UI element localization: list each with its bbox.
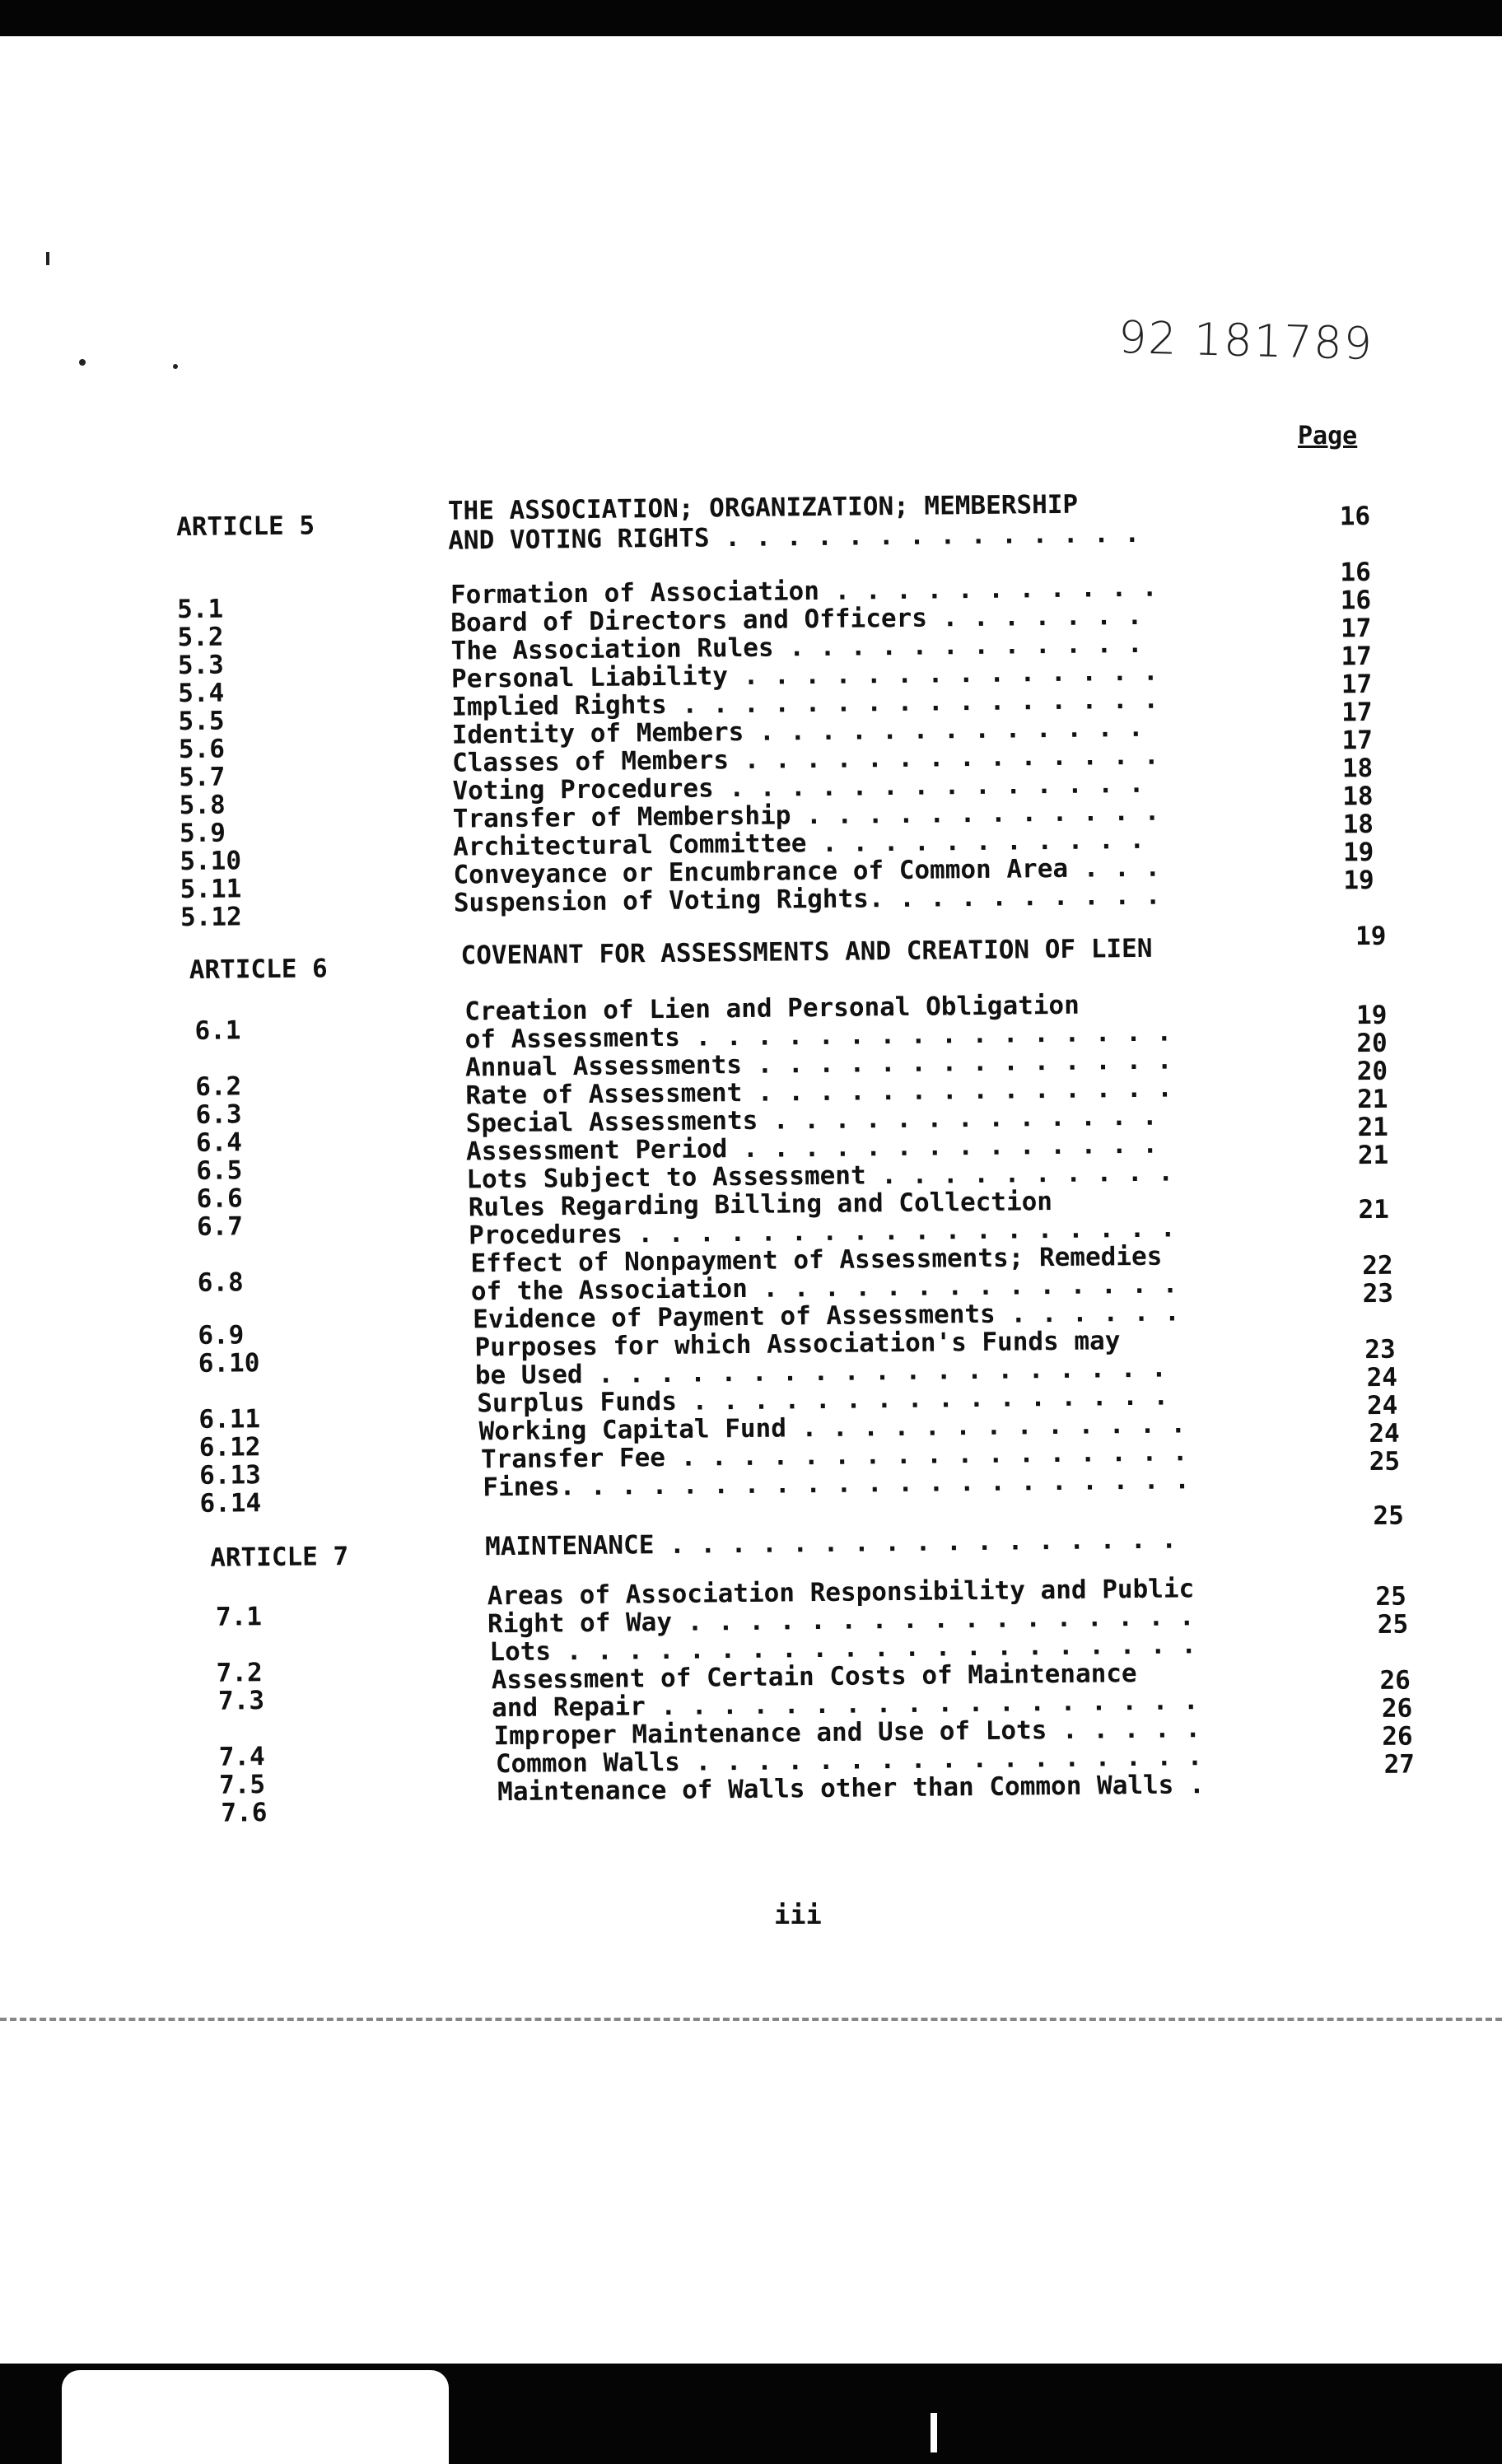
section-number: 6.7 xyxy=(196,1211,244,1242)
section-number: 7.5 xyxy=(218,1770,266,1800)
section-page: 17 xyxy=(1340,613,1372,644)
section-title: Formation of Association . . . . . . . . . . . xyxy=(450,572,1158,610)
section-page: 20 xyxy=(1356,1056,1388,1087)
article-title-line: MAINTENANCE . . . . . . . . . . . . . . . . . xyxy=(484,1524,1178,1562)
section-number: 7.3 xyxy=(217,1686,265,1716)
section-title: Assessment of Certain Costs of Maintenance xyxy=(491,1659,1137,1696)
section-title-continued: Right of Way . . . . . . . . . . . . . . . . . xyxy=(487,1602,1195,1640)
section-page: 21 xyxy=(1357,1140,1389,1171)
section-number: 6.4 xyxy=(195,1127,243,1158)
section-title: Rate of Assessment . . . . . . . . . . . . . . xyxy=(465,1073,1173,1111)
section-number: 6.11 xyxy=(198,1404,261,1435)
section-title: Suspension of Voting Rights. . . . . . . . . . xyxy=(453,880,1161,918)
article-title-line: AND VOTING RIGHTS . . . . . . . . . . . . . . xyxy=(448,518,1140,556)
section-title: Personal Liability . . . . . . . . . . . . . . xyxy=(450,656,1159,694)
section-number: 6.10 xyxy=(198,1348,260,1379)
article-page: 19 xyxy=(1355,921,1387,952)
section-title-continued: Procedures . . . . . . . . . . . . . . . . . . xyxy=(468,1213,1176,1251)
section-title: Transfer of Membership . . . . . . . . . . . . xyxy=(452,796,1160,834)
section-number: 6.1 xyxy=(194,1015,241,1046)
section-page: 18 xyxy=(1342,781,1374,812)
section-number: 6.2 xyxy=(195,1071,242,1102)
section-number: 6.8 xyxy=(197,1267,244,1298)
section-page: 21 xyxy=(1357,1112,1388,1143)
section-page: 18 xyxy=(1341,753,1374,784)
page-footer-number: iii xyxy=(774,1899,822,1930)
page-column-header: Page xyxy=(1298,422,1358,450)
section-title: Special Assessments . . . . . . . . . . . . . xyxy=(465,1101,1158,1139)
section-number: 5.4 xyxy=(178,678,225,709)
section-page: 23 xyxy=(1364,1334,1396,1365)
section-page: 24 xyxy=(1369,1418,1400,1449)
section-number: 5.10 xyxy=(180,846,242,877)
section-page: 23 xyxy=(1362,1278,1394,1309)
section-title: Evidence of Payment of Assessments . . . . . . xyxy=(473,1297,1180,1335)
section-number: 5.1 xyxy=(176,594,224,625)
section-page: 19 xyxy=(1342,837,1374,868)
section-title: Voting Procedures . . . . . . . . . . . . . . xyxy=(452,768,1145,806)
section-page: 25 xyxy=(1369,1446,1401,1477)
section-number: 5.5 xyxy=(178,706,225,737)
section-page: 19 xyxy=(1355,1000,1388,1031)
section-page: 16 xyxy=(1340,557,1371,588)
section-page: 26 xyxy=(1381,1693,1413,1724)
section-title: Assessment Period . . . . . . . . . . . . . . xyxy=(465,1129,1159,1167)
section-title: The Association Rules . . . . . . . . . . . . xyxy=(450,628,1143,666)
section-title: Common Walls . . . . . . . . . . . . . . . . . xyxy=(495,1742,1203,1780)
section-title: Implied Rights . . . . . . . . . . . . . . . . xyxy=(451,684,1159,722)
section-title: Surplus Funds . . . . . . . . . . . . . . . . xyxy=(477,1381,1169,1419)
section-title: Annual Assessments . . . . . . . . . . . . . . xyxy=(464,1045,1173,1083)
section-title: Areas of Association Responsibility and Public xyxy=(487,1574,1195,1612)
section-title: Lots . . . . . . . . . . . . . . . . . . . . . xyxy=(489,1630,1197,1668)
section-number: 5.2 xyxy=(177,622,224,653)
section-number: 5.8 xyxy=(179,790,226,821)
section-number: 6.12 xyxy=(198,1432,261,1463)
article-page: 25 xyxy=(1373,1500,1404,1531)
section-title: Architectural Committee . . . . . . . . . . . xyxy=(452,824,1145,862)
section-page: 25 xyxy=(1375,1581,1406,1612)
section-page: 17 xyxy=(1341,641,1373,672)
section-title: Working Capital Fund . . . . . . . . . . . . . xyxy=(478,1409,1187,1447)
section-title: Creation of Lien and Personal Obligation xyxy=(464,990,1080,1027)
section-number: 7.1 xyxy=(215,1602,263,1632)
section-page: 18 xyxy=(1342,809,1374,840)
section-title: Rules Regarding Billing and Collection xyxy=(468,1187,1053,1223)
section-page: 19 xyxy=(1343,865,1374,896)
section-number: 6.14 xyxy=(199,1488,262,1519)
section-page: 16 xyxy=(1340,585,1372,616)
section-title: Conveyance or Encumbrance of Common Area . . . xyxy=(453,852,1161,890)
section-title: Improper Maintenance and Use of Lots . . . . . xyxy=(493,1714,1201,1752)
section-title: Purposes for which Association's Funds may xyxy=(474,1326,1121,1363)
section-number: 6.6 xyxy=(196,1183,243,1214)
section-title: Board of Directors and Officers . . . . . . . xyxy=(450,600,1143,638)
article-label: ARTICLE 6 xyxy=(189,954,328,986)
section-title-continued: and Repair . . . . . . . . . . . . . . . . . . xyxy=(491,1686,1199,1724)
section-page: 25 xyxy=(1377,1609,1409,1640)
section-page: 24 xyxy=(1366,1362,1398,1393)
section-number: 5.12 xyxy=(180,902,242,933)
section-page: 27 xyxy=(1383,1749,1416,1780)
section-title: Classes of Members . . . . . . . . . . . . . . xyxy=(451,740,1159,778)
section-number: 5.11 xyxy=(180,874,242,905)
section-number: 5.9 xyxy=(179,818,226,849)
section-page: 17 xyxy=(1341,725,1374,756)
section-page: 17 xyxy=(1341,669,1373,700)
article-label: ARTICLE 7 xyxy=(210,1542,349,1573)
section-page: 26 xyxy=(1379,1665,1411,1696)
section-title: Maintenance of Walls other than Common Walls . xyxy=(497,1770,1205,1808)
section-page: 21 xyxy=(1358,1194,1390,1225)
section-number: 5.7 xyxy=(179,762,226,793)
section-number: 6.9 xyxy=(198,1320,245,1351)
article-title-line: COVENANT FOR ASSESSMENTS AND CREATION OF LIEN xyxy=(460,933,1153,971)
section-number: 6.13 xyxy=(198,1460,262,1491)
section-number: 6.5 xyxy=(196,1155,243,1186)
section-number: 5.6 xyxy=(178,734,226,765)
article-page: 16 xyxy=(1339,501,1371,532)
section-title-continued: be Used . . . . . . . . . . . . . . . . . . . xyxy=(474,1353,1167,1391)
section-page: 24 xyxy=(1366,1390,1398,1421)
section-number: 5.3 xyxy=(177,650,225,681)
section-title: Lots Subject to Assessment . . . . . . . . . . xyxy=(466,1157,1174,1195)
section-number: 7.2 xyxy=(216,1658,263,1688)
document-number: 92 181789 xyxy=(1117,310,1374,371)
section-number: 7.6 xyxy=(221,1798,268,1828)
section-title-continued: of Assessments . . . . . . . . . . . . . . . . xyxy=(464,1017,1173,1055)
section-title: Fines. . . . . . . . . . . . . . . . . . . . . xyxy=(483,1465,1191,1503)
section-title-continued: of the Association . . . . . . . . . . . . . . xyxy=(470,1269,1178,1307)
section-page: 21 xyxy=(1356,1084,1388,1115)
section-page: 20 xyxy=(1356,1028,1388,1059)
section-number: 7.4 xyxy=(218,1742,265,1772)
section-number: 6.3 xyxy=(195,1099,242,1130)
section-title: Identity of Members . . . . . . . . . . . . . xyxy=(451,712,1144,750)
section-title: Transfer Fee . . . . . . . . . . . . . . . . . xyxy=(480,1437,1188,1475)
section-page: 17 xyxy=(1341,697,1373,728)
article-label: ARTICLE 5 xyxy=(175,511,315,543)
section-page: 22 xyxy=(1362,1250,1393,1281)
section-page: 26 xyxy=(1382,1721,1413,1752)
section-title: Effect of Nonpayment of Assessments; Remedies xyxy=(470,1241,1163,1279)
article-title-line: THE ASSOCIATION; ORGANIZATION; MEMBERSHIP xyxy=(447,489,1079,526)
